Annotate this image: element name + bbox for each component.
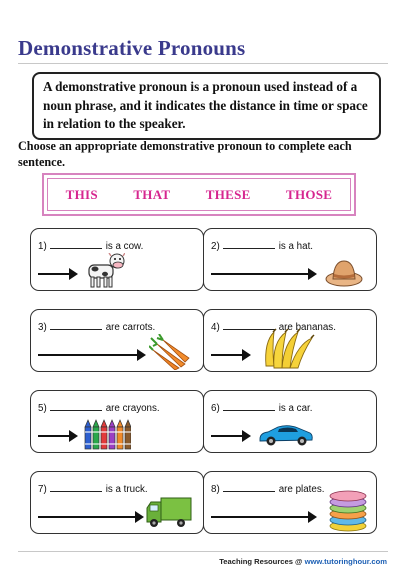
- instructions: Choose an appropriate demonstrative pronoun to complete each sentence.: [18, 139, 352, 169]
- title-divider: [18, 63, 388, 64]
- answer-blank-2[interactable]: [223, 239, 275, 249]
- sentence-6: [211, 401, 312, 414]
- exercise-card-2: [203, 228, 377, 291]
- item-number: 8): [211, 484, 220, 495]
- distance-arrow: [38, 435, 76, 437]
- cow-icon: [81, 253, 125, 291]
- item-number: 1): [38, 241, 47, 252]
- distance-arrow: [38, 273, 76, 275]
- exercise-card-6: [203, 390, 377, 453]
- exercise-card-4: [203, 309, 377, 372]
- sentence-text: is a cow.: [105, 241, 144, 252]
- plates-icon: [326, 488, 370, 532]
- answer-blank-5[interactable]: [50, 401, 102, 411]
- distance-arrow: [38, 354, 144, 356]
- exercise-card-1: [30, 228, 204, 291]
- car-icon: [258, 423, 314, 447]
- distance-arrow: [211, 354, 249, 356]
- exercise-card-5: [30, 390, 204, 453]
- hat-icon: [324, 255, 364, 289]
- item-number: 3): [38, 322, 47, 333]
- sentence-text: are bananas.: [278, 322, 336, 333]
- sentence-7: [38, 482, 148, 495]
- answer-blank-1[interactable]: [50, 239, 102, 249]
- sentence-text: is a car.: [278, 403, 313, 414]
- answer-blank-7[interactable]: [50, 482, 102, 492]
- sentence-text: are crayons.: [105, 403, 160, 414]
- footer-link[interactable]: www.tutoringhour.com: [304, 557, 387, 566]
- page-title: Demonstrative Pronouns: [18, 36, 246, 60]
- truck-icon: [145, 496, 193, 530]
- distance-arrow: [211, 273, 315, 275]
- item-number: 2): [211, 241, 220, 252]
- exercise-card-7: [30, 471, 204, 534]
- item-number: 4): [211, 322, 220, 333]
- exercise-card-8: [203, 471, 377, 534]
- distance-arrow: [38, 516, 142, 518]
- crayons-icon: [83, 419, 131, 451]
- footer: [219, 557, 387, 566]
- sentence-text: is a hat.: [278, 241, 314, 252]
- answer-blank-3[interactable]: [50, 320, 102, 330]
- item-number: 6): [211, 403, 220, 414]
- distance-arrow: [211, 435, 249, 437]
- word-bank: [42, 173, 356, 216]
- sentence-5: [38, 401, 160, 414]
- bananas-icon: [260, 328, 316, 372]
- word-bank-this: THIS: [65, 186, 98, 202]
- sentence-8: [211, 482, 324, 495]
- carrots-icon: [149, 334, 193, 370]
- sentence-1: [38, 239, 143, 252]
- exercise-card-3: [30, 309, 204, 372]
- sentence-text: are plates.: [278, 484, 325, 495]
- word-bank-these: THESE: [205, 186, 251, 202]
- sentence-3: [38, 320, 155, 333]
- sentence-2: [211, 239, 313, 252]
- word-bank-that: THAT: [133, 186, 171, 202]
- answer-blank-6[interactable]: [223, 401, 275, 411]
- distance-arrow: [211, 516, 315, 518]
- definition-box: A demonstrative pronoun is a pronoun used instead of a noun phrase, and it indicates the distance in time or space in relation to the speaker.: [32, 72, 381, 140]
- answer-blank-8[interactable]: [223, 482, 275, 492]
- footer-label: Teaching Resources @: [219, 557, 303, 566]
- item-number: 5): [38, 403, 47, 414]
- word-bank-those: THOSE: [285, 186, 333, 202]
- sentence-text: are carrots.: [105, 322, 156, 333]
- item-number: 7): [38, 484, 47, 495]
- sentence-text: is a truck.: [105, 484, 148, 495]
- footer-divider: [18, 551, 388, 552]
